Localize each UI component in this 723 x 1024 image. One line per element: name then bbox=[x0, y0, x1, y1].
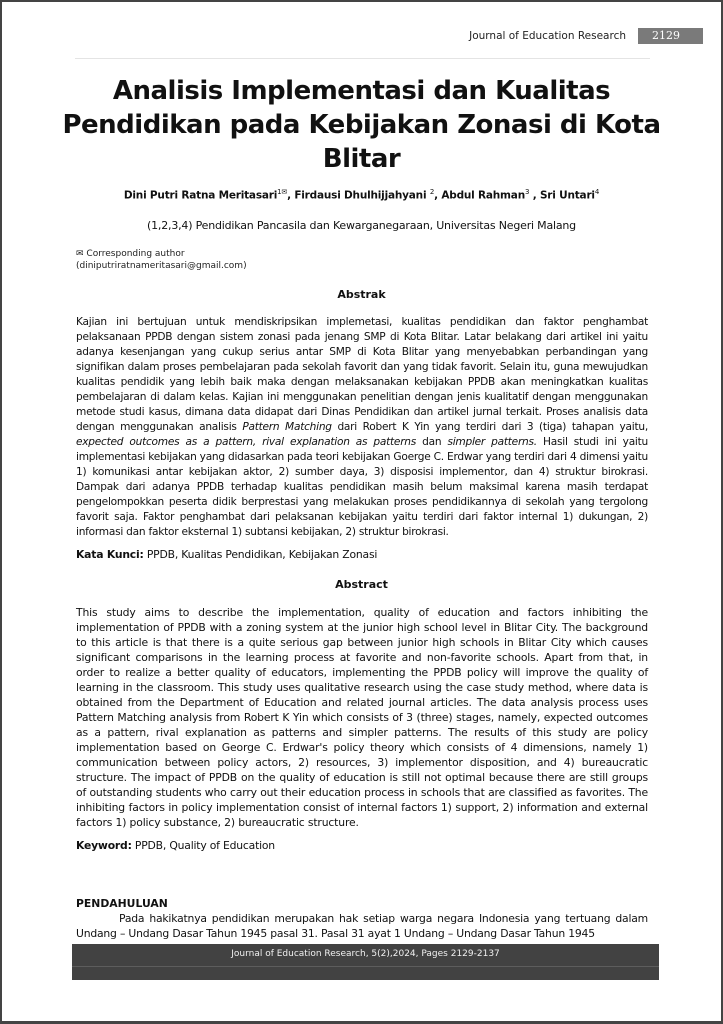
abstract-text: This study aims to describe the implementation, quality of education and factors inhibiting the implementation of PPDB with a zoning system at the junior high school level in Blitar City. The background to this article is that there is a quite serious gap between junior high schools in Blitar City which causes significant comparisons in the learning process at favorite and non-favorite schools. Apart from that, in order to realize a better quality of educators, implementing the PPDB policy will improve the quality of learning in the classroom. This study uses qualitative research using the case study method, where data is obtained from the Department of Education and related journal articles. The data analysis process uses Pattern Matching analysis from Robert K Yin which consists of 3 (three) stages, namely, expected outcomes as a pattern, rival explanation as patterns and simpler patterns. The results of this study are policy implementation based on George C. Erdwar's policy theory which consists of 4 dimensions, namely 1) communication between policy actors, 2) resources, 3) implementor disposition, and 4) bureaucratic structure. The impact of PPDB on the quality of education is still not optimal because there are still groups of outstanding students who carry out their education process in schools that are classified as favorites. The inhibiting factors in policy implementation consist of internal factors 1) support, 2) information and external factors 1) policy substance, 2) bureaucratic structure. bbox=[76, 606, 648, 829]
author-name: Sri Untari bbox=[539, 189, 595, 202]
abstrak-italic: simpler patterns. bbox=[447, 436, 537, 448]
introduction-heading: PENDAHULUAN bbox=[76, 897, 168, 910]
author-affiliation-mark: 1✉ bbox=[277, 188, 288, 196]
affiliation: (1,2,3,4) Pendidikan Pancasila dan Kewarganegaraan, Universitas Negeri Malang bbox=[147, 219, 576, 232]
keyword-label: Keyword: bbox=[76, 839, 132, 852]
keyword-value: PPDB, Quality of Education bbox=[131, 839, 275, 852]
paper-title: Analisis Implementasi dan Kualitas Pendidikan pada Kebijakan Zonasi di Kota Blitar bbox=[62, 76, 661, 174]
abstrak-text-part: Hasil studi ini yaitu implementasi kebijakan yang didasarkan pada teori kebijakan Goerge C. Erdwar yang terdiri dari 4 dimensi yaitu 1) komunikasi antar kebijakan aktor, 2) sumber daya, 3) disposisi implementor, dan 4) struktur birokrasi. Dampak dari adanya PPDB terhadap kualitas pendidikan masih belum maksimal karena masih terdapat pengelompokkan peserta didik berprestasi yang melakukan proses pendidikannya di sekolah yang tergolong favorit saja. Faktor penghambat dari pelaksanan kebijakan yaitu terdiri dari faktor internal 1) dukungan, 2) informasi dan faktor eksternal 1) subtansi kebijakan, 2) struktur birokrasi. bbox=[76, 436, 648, 538]
author-separator: , bbox=[529, 189, 540, 202]
abstrak-text-part: dari Robert K Yin yang terdiri dari 3 (tiga) tahapan yaitu, bbox=[331, 421, 648, 433]
header-rule bbox=[75, 58, 650, 59]
abstrak-text-part: Kajian ini bertujuan untuk mendiskripsikan implemetasi, kualitas pendidikan dan faktor penghambat pelaksanaan PPDB dengan sistem zonasi pada jenang SMP di Kota Blitar. Latar belakang dari artikel ini yaitu adanya kesenjangan yang cukup serius antar SMP di Kota Blitar yang menyebabkan perbandingan yang signifikan dalam proses pembelajaran pada sekolah favorit dan yang tidak favorit. Selain itu, guna mewujudkan kualitas pendidik yang lebih baik maka dengan melaksanakan kebijakan PPDB akan meningkatkan kualitas pembelajaran di dalam kelas. Kajian ini menggunakan penelitian dengan jenis kualitatif dengan menggunakan metode studi kasus, dimana data didapat dari Dinas Pendidikan dan artikel jurnal terkait. Proses analisis data dengan menggunakan analisis bbox=[76, 316, 648, 433]
author-name: Firdausi Dhulhijjahyani bbox=[294, 189, 430, 202]
envelope-icon: ✉ bbox=[76, 249, 84, 259]
abstrak-heading: Abstrak bbox=[337, 288, 386, 301]
kata-kunci bbox=[76, 548, 377, 561]
abstrak-italic: Pattern Matching bbox=[242, 421, 332, 433]
header-page-number: 2129 bbox=[638, 28, 703, 44]
corresponding-author bbox=[76, 248, 247, 272]
header-journal-name: Journal of Education Research bbox=[469, 30, 626, 42]
footer-rule bbox=[72, 966, 659, 967]
kata-kunci-label: Kata Kunci: bbox=[76, 548, 144, 561]
author-name: Dini Putri Ratna Meritasari bbox=[123, 189, 278, 202]
footer-citation: Journal of Education Research, 5(2),2024, Pages 2129-2137 bbox=[231, 949, 500, 959]
author-separator: , bbox=[434, 189, 442, 202]
author-separator: , bbox=[287, 189, 295, 202]
author-list bbox=[60, 188, 663, 202]
abstrak-text-part: dan bbox=[416, 436, 448, 448]
keyword bbox=[76, 839, 275, 852]
abstrak-text bbox=[76, 315, 648, 540]
running-header bbox=[469, 28, 703, 44]
corresponding-email[interactable]: (diniputriratnameritasari@gmail.com) bbox=[76, 261, 247, 271]
author-affiliation-mark: 2 bbox=[429, 188, 435, 196]
footer-bar bbox=[72, 944, 659, 980]
abstrak-italic: expected outcomes as a pattern, rival explanation as patterns bbox=[76, 436, 417, 448]
author-affiliation-mark: 4 bbox=[594, 188, 600, 196]
corresponding-label: Corresponding author bbox=[86, 249, 185, 259]
abstract-heading: Abstract bbox=[335, 578, 388, 591]
kata-kunci-value: PPDB, Kualitas Pendidikan, Kebijakan Zonasi bbox=[143, 548, 378, 561]
author-affiliation-mark: 3 bbox=[524, 188, 530, 196]
introduction-text: Pada hakikatnya pendidikan merupakan hak setiap warga negara Indonesia yang tertuang dalam Undang – Undang Dasar Tahun 1945 pasal 31. Pasal 31 ayat 1 Undang – Undang Dasar Tahun 1945 bbox=[76, 912, 648, 940]
author-name: Abdul Rahman bbox=[441, 189, 525, 202]
